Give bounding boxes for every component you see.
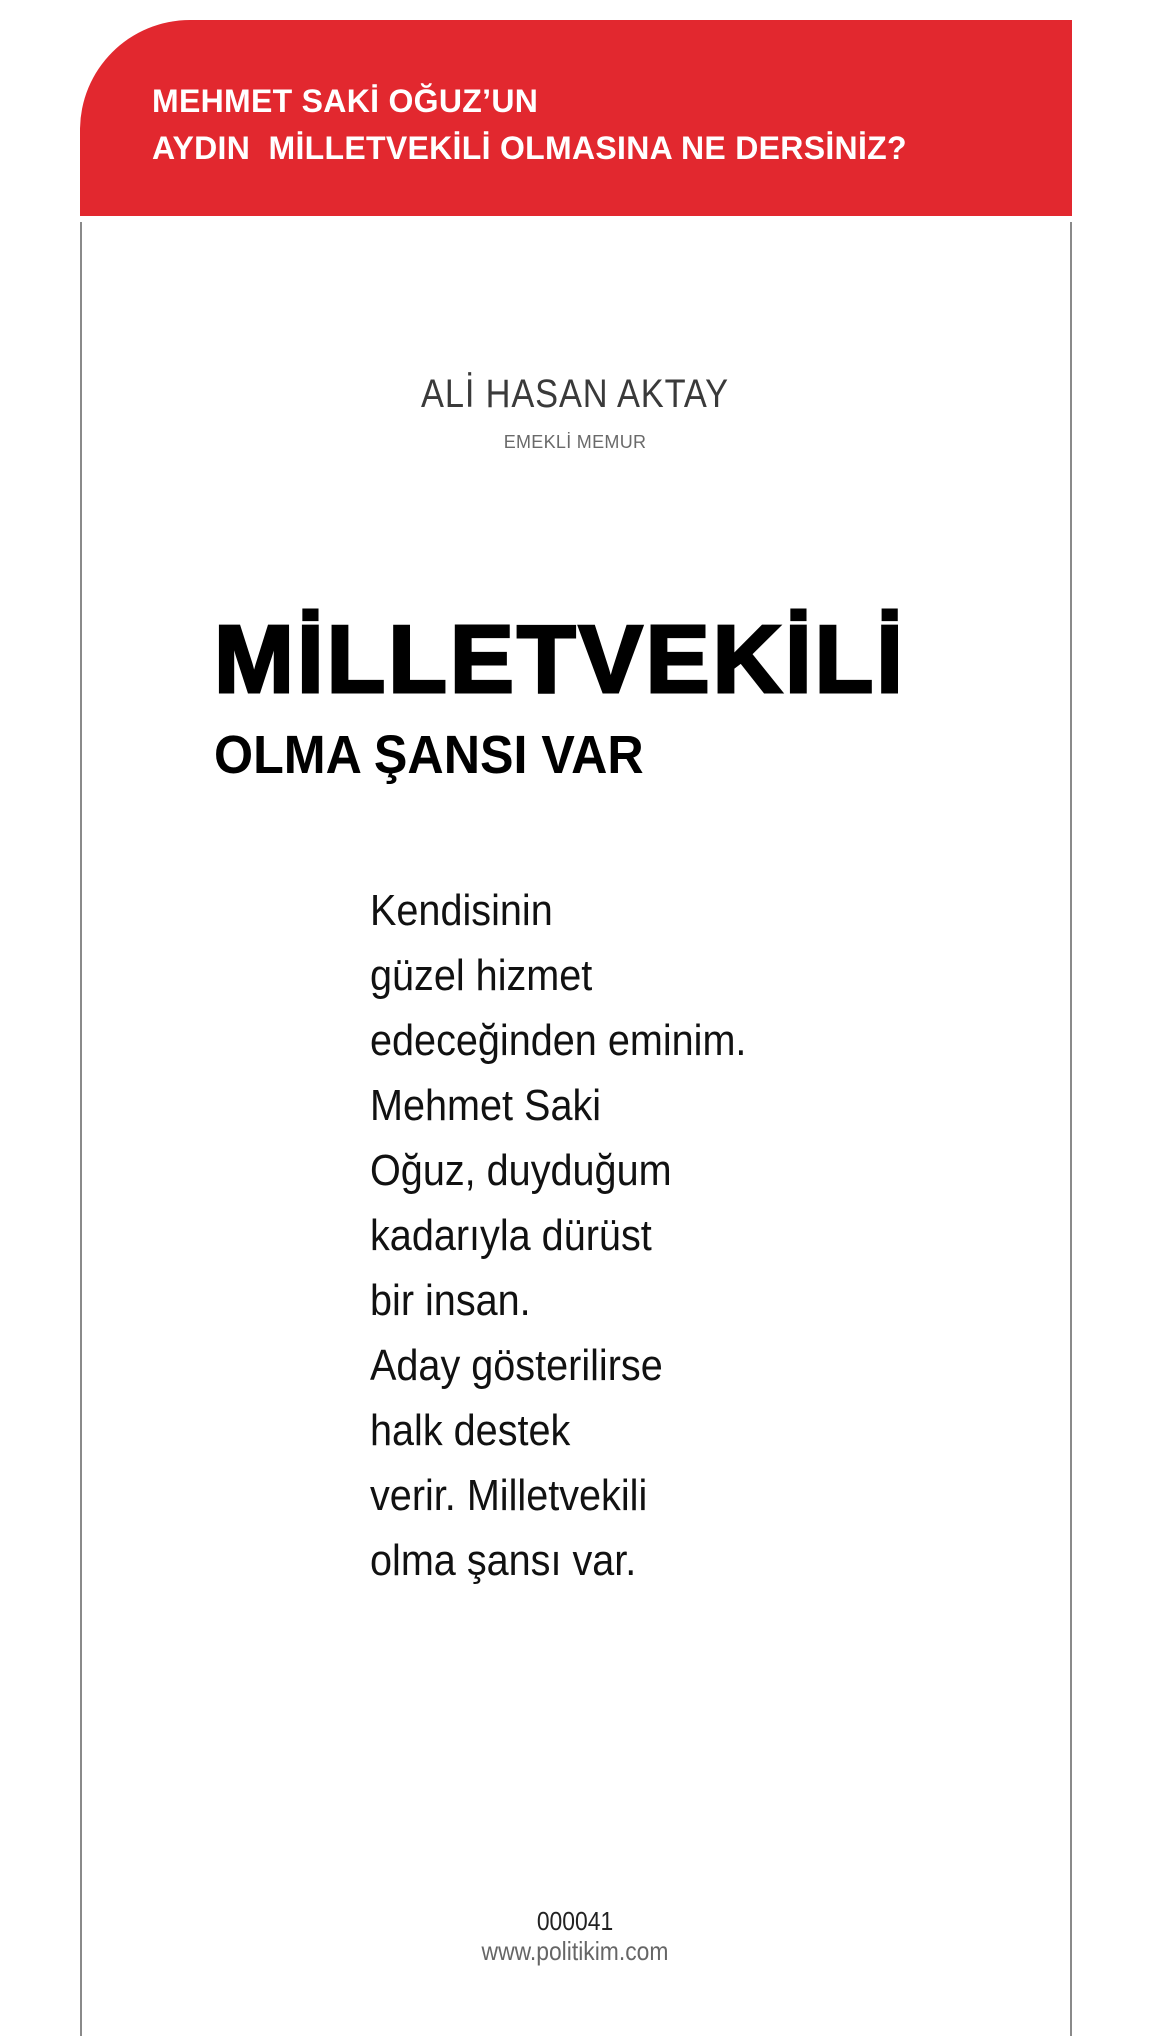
frame-border-right [1070,222,1072,2036]
body-line: Mehmet Saki [370,1081,602,1130]
body-line: Oğuz, duyduğum [370,1146,672,1195]
body-line: verir. Milletvekili [370,1471,648,1520]
body-line: güzel hizmet [370,951,593,1000]
footer-url-link[interactable]: www.politikim.com [481,1936,669,1966]
header-title-line-2: AYDIN MİLLETVEKİLİ OLMASINA NE DERSİNİZ? [152,130,907,166]
body-text [370,878,930,1593]
body-line: Kendisinin [370,886,553,935]
headline-main: MİLLETVEKİLİ [214,606,906,713]
headline-sub: OLMA ŞANSI VAR [214,725,644,785]
body-line: kadarıyla dürüst [370,1211,652,1260]
body-line: bir insan. [370,1276,531,1325]
body-line: halk destek [370,1406,571,1455]
header-banner [80,20,1072,216]
frame-border-left [80,222,82,2036]
body-line: Aday gösterilirse [370,1341,663,1390]
author-role: EMEKLİ MEMUR [503,432,647,452]
body-line: olma şansı var. [370,1536,637,1585]
header-title-line-1: MEHMET SAKİ OĞUZ’UN [152,83,539,119]
author-name: ALİ HASAN AKTAY [421,372,729,416]
body-line: edeceğinden eminim. [370,1016,747,1065]
footer-code: 000041 [536,1906,614,1936]
